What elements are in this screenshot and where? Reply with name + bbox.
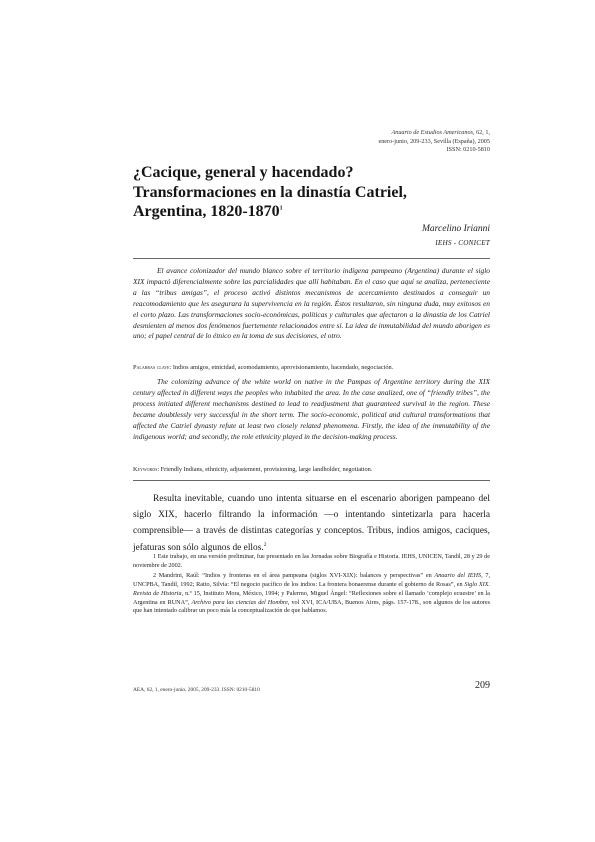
journal-volume: , 62, 1, [472, 129, 490, 136]
footnote-1: 1 Este trabajo, en una versión preliminar, fue presentado en las Jornadas sobre Biografía e Historia. IEHS, UNICEN, Tandil, 28 y 29 de noviembre de 2002. [133, 553, 490, 569]
title-line-2: Transformaciones en la dinastía Catriel, [133, 183, 407, 201]
keywords-english-label: Keywords: [133, 466, 160, 473]
keywords-spanish [133, 363, 490, 372]
page-number: 209 [475, 680, 490, 691]
footnote-2 [133, 572, 490, 617]
author-name: Marcelino Irianni [422, 224, 490, 234]
keywords-english-text: Friendly Indians, ethnicity, adjustement, provisioning, large landholder, negotiation. [159, 466, 373, 473]
journal-reference-line1 [290, 129, 490, 138]
keywords-spanish-text: Indios amigos, etnicidad, acomodamiento, aprovisionamiento, hacendado, negociación. [171, 364, 394, 371]
footnote-2-journal-title: Siglo XIX. Revista de Historia [133, 580, 490, 597]
bottom-divider [133, 480, 490, 481]
body-paragraph [133, 491, 490, 556]
top-divider [133, 258, 490, 259]
footnote-2-part: , vol XVI, ICA/UBA, Buenos Aires, págs. 157-178., son algunos de los autores que han intentado calibrar un poco más la conceptualización de que hablamos. [133, 598, 490, 615]
footer-citation: AEA, 62, 1, enero-junio, 2005, 209-233. ISSN: 0210-5810 [133, 687, 260, 693]
title-footnote-mark: 1 [279, 205, 283, 212]
article-title [133, 163, 463, 222]
journal-reference [290, 129, 490, 155]
body-paragraph-text: Resulta inevitable, cuando uno intenta situarse en el escenario aborigen pampeano del siglo XIX, hacerlo filtrando la información —o intentando sintetizarla para hacerla comprensible— a través de distintas categorías y conceptos. Tribus, indios amigos, caciques, jefaturas son sólo algunos de ellos. [133, 494, 490, 553]
journal-issn: ISSN: 0210-5810 [446, 146, 490, 154]
journal-name: Anuario de Estudios Americanos [391, 129, 473, 136]
abstract-spanish: El avance colonizador del mundo blanco sobre el territorio indígena pampeano (Argentina) durante el siglo XIX impactó diferencialmente sobre las parcialidades que allí habitaban. En el caso que aquí se analiza, perteneciente a las “tribus amigas”, el proceso activó distintos mecanismos de acercamiento destinados a conseguir un reacomodamiento que les asegurara la supervivencia en la región. Éstos resultaron, sin ninguna duda, muy exitosos en el corto plazo. Las transformaciones socio-económicas, políticas y culturales que afectaron a la dinastía de los Catriel desmienten al menos dos fenómenos fuertemente relacionados entre sí. La idea de inmutabilidad del mundo aborigen es uno; el papel central de lo étnico en la toma de sus decisiones, el otro. [133, 266, 490, 341]
footnote-2-part: , n.º 15, Instituto Mora, México, 1994; y Palermo, Miguel Ángel: “Reflexiones sobre el llamado ‘complejo ecuestre’ en la Argentina en RUNA”, [133, 589, 490, 606]
footnote-2-journal-title: Anuario del IEHS [434, 571, 482, 579]
footnote-2-part: 2 Mandrini, Raúl: “Indios y fronteras en el área pampeana (siglos XVI-XIX): balances y perspectivas” en [153, 571, 435, 579]
footnote-2-part: , 7, UNCPBA, Tandil, 1992; Ratto, Silvia: “El negocio pacífico de los indios: La frontera bonaerense durante el gobierno de Rosas”, en [133, 571, 491, 588]
keywords-spanish-label: Palabras clave: [133, 364, 172, 371]
author-affiliation: IEHS - CONICET [435, 239, 490, 247]
title-line-1: ¿Cacique, general y hacendado? [133, 164, 354, 181]
body-footnote-mark: 2 [263, 541, 267, 548]
keywords-english [133, 465, 490, 474]
footnote-2-journal-title: Archivo para las ciencias del Hombre [191, 598, 288, 606]
title-line-3: Argentina, 1820-1870 [133, 203, 280, 220]
footnotes [133, 553, 490, 617]
journal-issue-line: enero-junio, 209-233, Sevilla (España), 2005 [378, 137, 490, 145]
abstract-english: The colonizing advance of the white world on native in the Pampas of Argentine territory during the XIX century affected in different ways the peoples who inhabited the area. In the case analized, one of “friendly tribes”, the process initiated different mechanisms destined to lead to readjustment that guaranteed survival in the region. These became doubtlessly very successful in the short term. The socio-economic, political and cultural transformations that affected the Catriel dynasty refute at least two closely related phenomena. Firstly, the idea of the immutability of the indigenous world; and secondly, the role ethnicity played in the decision-making process. [133, 377, 490, 441]
